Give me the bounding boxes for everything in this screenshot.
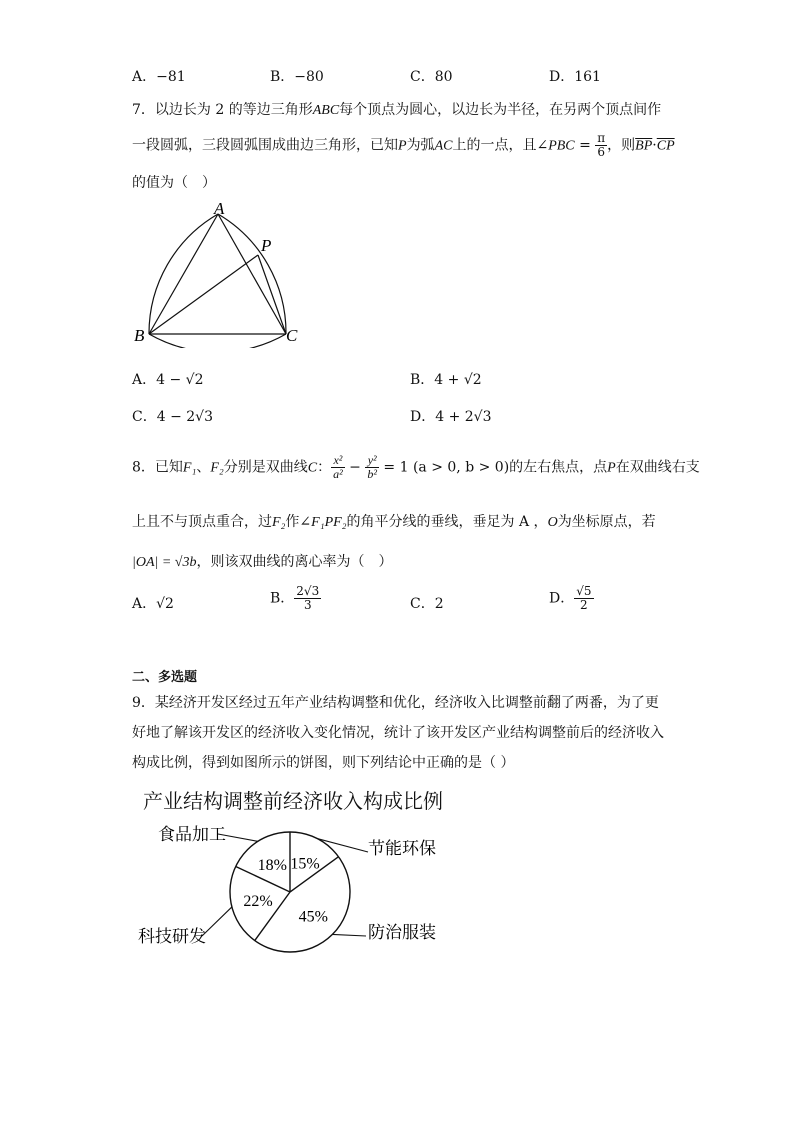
label-a: A bbox=[214, 199, 225, 218]
pie-slice-label: 科技研发 bbox=[138, 927, 206, 947]
q7-line3: 的值为（ ） bbox=[132, 175, 216, 191]
q7-line1: 7．以边长为 2 的等边三角形ABC每个顶点为圆心，以边长为半径，在另两个顶点间作 bbox=[132, 102, 662, 118]
q7-option-c: C．4 − 2√3 bbox=[132, 409, 213, 425]
label-p: P bbox=[261, 236, 272, 255]
pie-slice-label: 节能环保 bbox=[368, 839, 436, 859]
q8-line1: 8．已知F₁、F₂分别是双曲线C： $\frac{\text{x²}}{\text{a²}}$ − $\frac{\text{y²}}{\text{b²}}$ = 1 (a > 0, b > 0)的左右焦点，点P在双曲线右支 bbox=[132, 453, 700, 481]
segment-ac bbox=[218, 214, 286, 334]
pie-slice-value: 15% bbox=[290, 855, 320, 873]
pie-slice-value: 45% bbox=[298, 908, 328, 926]
q6-option-b: B．−80 bbox=[270, 69, 324, 85]
label-c: C bbox=[286, 326, 298, 345]
pie-callout-line bbox=[202, 907, 232, 936]
segment-ab bbox=[149, 214, 218, 334]
q8-option-c: C．2 bbox=[410, 596, 444, 612]
q6-option-d: D．161 bbox=[549, 69, 601, 85]
q7-option-d: D．4 + 2√3 bbox=[410, 409, 492, 425]
q7-option-a: A．4 − √2 bbox=[132, 372, 204, 388]
q9-line2: 好地了解该开发区的经济收入变化情况，统计了该开发区产业结构调整前后的经济收入 bbox=[132, 725, 664, 741]
q8-line3: |OA| = √3b，则该双曲线的离心率为（ ） bbox=[132, 554, 393, 570]
pie-slice-label: 食品加工 bbox=[158, 825, 226, 845]
segment-bp bbox=[149, 255, 258, 334]
pie-callout-line bbox=[332, 934, 366, 936]
q8-line2: 上且不与顶点重合，过F₂作∠F₁PF₂的角平分线的垂线，垂足为 A ，O为坐标原点，若 bbox=[132, 514, 656, 530]
q8-option-a: A．√2 bbox=[132, 596, 174, 612]
q6-option-a: A．−81 bbox=[132, 69, 186, 85]
pie-slice-value: 18% bbox=[257, 857, 287, 875]
section-title: 二、多选题 bbox=[132, 670, 198, 685]
pi-over-6-fraction: $\frac{\pi}{6}$ bbox=[597, 131, 606, 159]
pie-slice-label: 防治服装 bbox=[368, 923, 436, 943]
chart-title: 产业结构调整前经济收入构成比例 bbox=[143, 789, 443, 813]
q7-line2: 一段圆弧，三段圆弧围成曲边三角形，已知P为弧AC上的一点，且∠PBC = $\frac{\pi}{6}$ ，则$\overline{BP}\cdot\overline{CP}$ bbox=[132, 131, 675, 159]
pie-slice-value: 22% bbox=[243, 893, 273, 911]
q9-line1: 9．某经济开发区经过五年产业结构调整和优化，经济收入比调整前翻了两番，为了更 bbox=[132, 695, 659, 711]
pie-chart bbox=[120, 812, 480, 972]
q7-option-b: B．4 + √2 bbox=[410, 372, 482, 388]
label-b: B bbox=[134, 326, 145, 345]
q9-line3: 构成比例，得到如图所示的饼图，则下列结论中正确的是（ ） bbox=[132, 755, 515, 771]
q6-option-c: C．80 bbox=[410, 69, 453, 85]
q8-option-b: B． $\frac{2√3}{3}$ bbox=[270, 584, 320, 612]
q8-option-d: D． $\frac{√5}{2}$ bbox=[549, 584, 592, 612]
segment-pc bbox=[258, 255, 286, 334]
reuleaux-triangle-figure bbox=[130, 198, 310, 348]
arc-cb bbox=[149, 334, 286, 348]
